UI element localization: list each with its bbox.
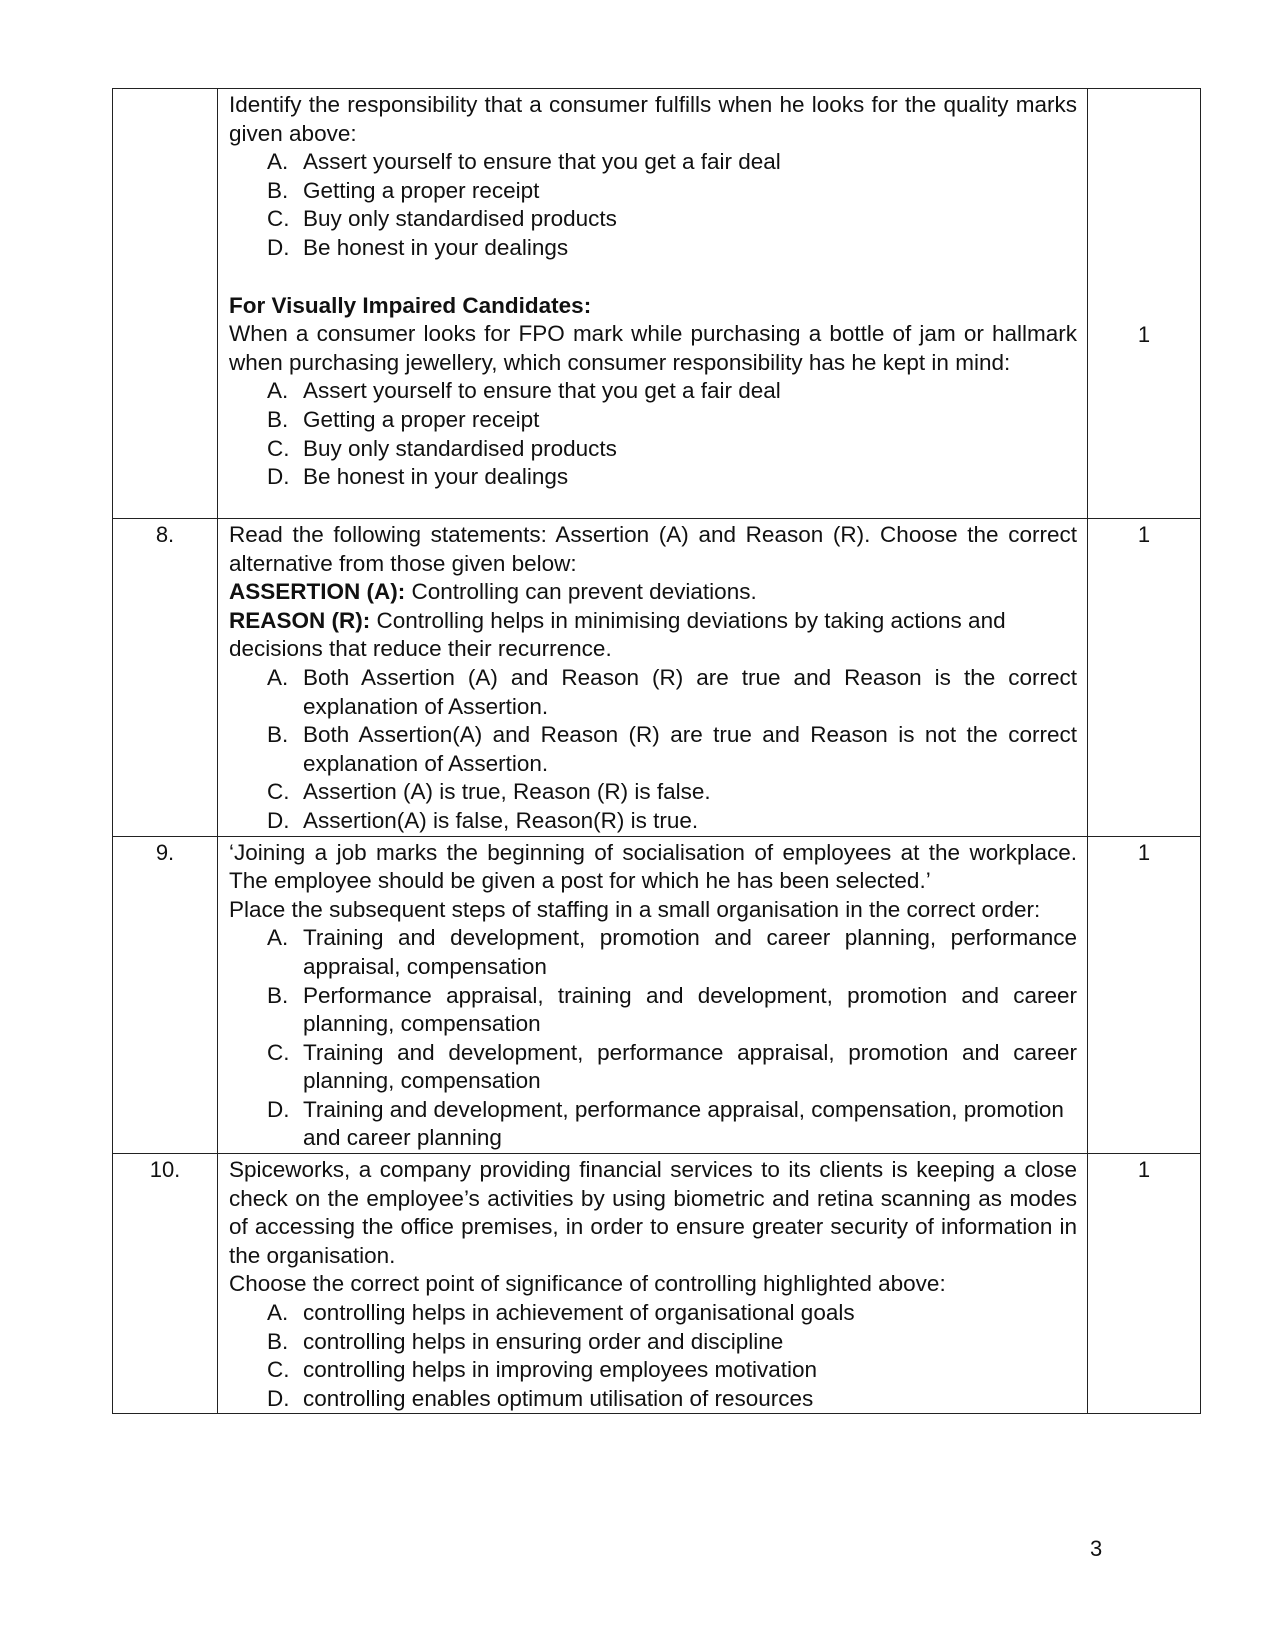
option-item: A. Assert yourself to ensure that you get a fair deal (267, 378, 781, 404)
options-list (229, 148, 1077, 262)
question-text: Read the following statements: Assertion (A) and Reason (R). Choose the correct alternative from those given below: (229, 522, 1077, 576)
option-item: C. Assertion (A) is true, Reason (R) is false. (267, 779, 711, 805)
question-content (218, 1154, 1088, 1414)
option-item: D. Training and development, performance appraisal, compensation, promotion and career planning (267, 1096, 1064, 1151)
option-item: B. controlling helps in ensuring order and discipline (267, 1328, 784, 1354)
question-instruction: Place the subsequent steps of staffing in a small organisation in the correct order: (229, 896, 1041, 922)
question-text: Identify the responsibility that a consumer fulfills when he looks for the quality marks given above: (229, 92, 1077, 146)
reason: REASON (R): Controlling helps in minimising deviations by taking actions and decisions that reduce their recurrence. (229, 607, 1006, 662)
question-content (218, 519, 1088, 837)
marks-cell (1088, 89, 1201, 519)
marks-value: 1 (1088, 519, 1201, 837)
options-list (229, 664, 1077, 836)
vi-heading: For Visually Impaired Candidates: (229, 292, 592, 318)
question-row (113, 1154, 1201, 1414)
vi-question-text: When a consumer looks for FPO mark while purchasing a bottle of jam or hallmark when purchasing jewellery, which consumer responsibility has he kept in mind: (229, 321, 1077, 375)
question-row (113, 836, 1201, 1154)
option-item: C. Buy only standardised products (267, 435, 617, 461)
question-number (113, 89, 218, 519)
option-item: C. Training and development, performance appraisal, promotion and career planning, compensation (267, 1039, 1077, 1094)
vi-options-list (229, 377, 1077, 491)
option-item: D. controlling enables optimum utilisation of resources (267, 1385, 814, 1411)
option-item: D. Be honest in your dealings (267, 234, 569, 260)
question-content (218, 89, 1088, 519)
question-row (113, 89, 1201, 519)
option-item: D. Be honest in your dealings (267, 464, 569, 490)
question-instruction: Choose the correct point of significance of controlling highlighted above: (229, 1271, 946, 1297)
option-item: D. Assertion(A) is false, Reason(R) is true. (267, 807, 699, 833)
option-item: B. Performance appraisal, training and development, promotion and career planning, compensation (267, 982, 1077, 1037)
question-text: Spiceworks, a company providing financial services to its clients is keeping a close check on the employee’s activities by using biometric and retina scanning as modes of accessing the office premises, in order to ensure greater security of information in the organisation. (229, 1157, 1077, 1268)
options-list (229, 1299, 1077, 1413)
question-text: ‘Joining a job marks the beginning of socialisation of employees at the workplace. The employee should be given a post for which he has been selected.’ (229, 839, 1077, 894)
question-number: 8. (113, 519, 218, 837)
option-item: A. Assert yourself to ensure that you get a fair deal (267, 149, 781, 175)
option-item: B. Both Assertion(A) and Reason (R) are true and Reason is not the correct explanation of Assertion. (267, 722, 1077, 776)
option-item: B. Getting a proper receipt (267, 177, 540, 203)
marks-value: 1 (1137, 322, 1151, 347)
marks-value: 1 (1088, 1154, 1201, 1414)
option-item: C. controlling helps in improving employees motivation (267, 1357, 818, 1383)
assertion: ASSERTION (A): Controlling can prevent deviations. (229, 579, 757, 605)
option-item: A. Training and development, promotion and career planning, performance appraisal, compensation (267, 925, 1077, 979)
page-number: 3 (1090, 1536, 1103, 1561)
option-item: C. Buy only standardised products (267, 206, 617, 232)
question-table (112, 88, 1201, 1414)
option-item: B. Getting a proper receipt (267, 406, 540, 432)
marks-value: 1 (1088, 836, 1201, 1154)
option-item: A. controlling helps in achievement of organisational goals (267, 1300, 855, 1326)
option-item: A. Both Assertion (A) and Reason (R) are true and Reason is the correct explanation of Assertion. (267, 664, 1077, 719)
question-content (218, 836, 1088, 1154)
question-number: 10. (113, 1154, 218, 1414)
question-row (113, 519, 1201, 837)
options-list (229, 924, 1077, 1153)
question-number: 9. (113, 836, 218, 1154)
